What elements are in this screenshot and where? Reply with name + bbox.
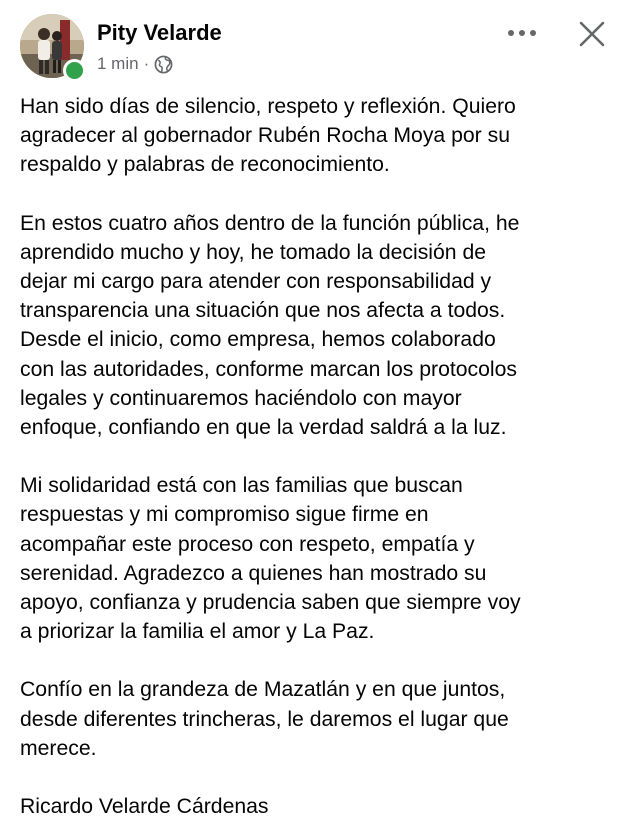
- meta-separator: ·: [143, 54, 150, 73]
- online-status-dot: [63, 59, 86, 82]
- close-icon: [579, 21, 605, 47]
- more-options-button[interactable]: [500, 18, 544, 48]
- post-paragraph: Han sido días de silencio, respeto y reflexión. Quiero agradecer al gobernador Rubén Rocha Moya por su respaldo y palabras de reconocimiento.: [20, 95, 516, 177]
- post-paragraph: Mi solidaridad está con las familias que buscan respuestas y mi compromiso sigue firme en acompañar este proceso con respeto, empatía y serenidad. Agradezco a quienes han mostrado su apoyo, confianza y prudencia saben que siempre voy a priorizar la familia el amor y La Paz.: [20, 474, 521, 644]
- more-horizontal-icon: [507, 29, 537, 37]
- post-meta: [97, 53, 173, 75]
- post-text: [20, 92, 620, 821]
- globe-icon[interactable]: [154, 55, 173, 74]
- post-paragraph: Confío en la grandeza de Mazatlán y en que juntos, desde diferentes trincheras, le daremos el lugar que merece.: [20, 678, 509, 760]
- post-header: [0, 0, 628, 92]
- post-paragraph: En estos cuatro años dentro de la función pública, he aprendido mucho y hoy, he tomado la decisión de dejar mi cargo para atender con responsabilidad y transparencia una situación que nos afecta a todos. Desde el inicio, como empresa, hemos colaborado con las autoridades, conforme marcan los protocolos legales y continuaremos haciéndolo con mayor enfoque, confiando en que la verdad saldrá a la luz.: [20, 211, 520, 440]
- post-signature: Ricardo Velarde Cárdenas: [20, 795, 269, 819]
- author-name[interactable]: Pity Velarde: [97, 20, 222, 45]
- post-time[interactable]: 1 min: [97, 54, 139, 73]
- close-button[interactable]: [572, 14, 612, 54]
